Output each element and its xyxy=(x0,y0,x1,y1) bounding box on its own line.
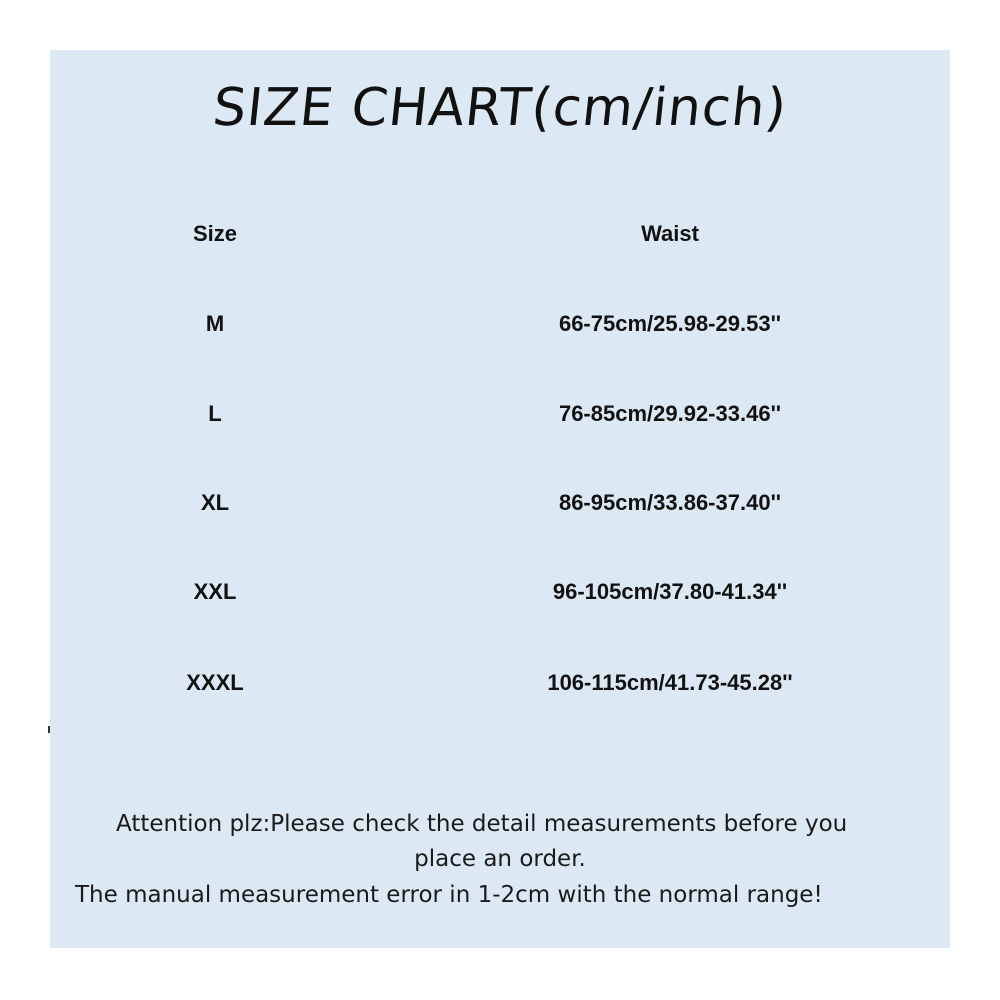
header-size: Size xyxy=(192,221,238,246)
attention-note-line2: place an order. xyxy=(414,846,586,872)
row-size-xxxl: XXXL xyxy=(186,670,244,695)
row-size-xl: XL xyxy=(200,490,230,515)
row-size-l: L xyxy=(208,401,222,426)
row-size-xxl: XXL xyxy=(193,579,237,604)
measurement-error-note: The manual measurement error in 1-2cm with the normal range! xyxy=(75,882,823,908)
row-waist-xxxl: 106-115cm/41.73-45.28'' xyxy=(547,670,793,695)
row-waist-m: 66-75cm/25.98-29.53'' xyxy=(558,311,782,336)
attention-note-line1: Attention plz:Please check the detail measurements before you xyxy=(116,811,848,837)
decorative-speck xyxy=(48,726,50,733)
row-size-m: M xyxy=(205,311,225,336)
row-waist-xl: 86-95cm/33.86-37.40'' xyxy=(558,490,782,515)
row-waist-l: 76-85cm/29.92-33.46'' xyxy=(558,401,782,426)
header-waist: Waist xyxy=(641,221,699,246)
page-title: SIZE CHART(cm/inch) xyxy=(209,78,791,138)
row-waist-xxl: 96-105cm/37.80-41.34'' xyxy=(552,579,788,604)
